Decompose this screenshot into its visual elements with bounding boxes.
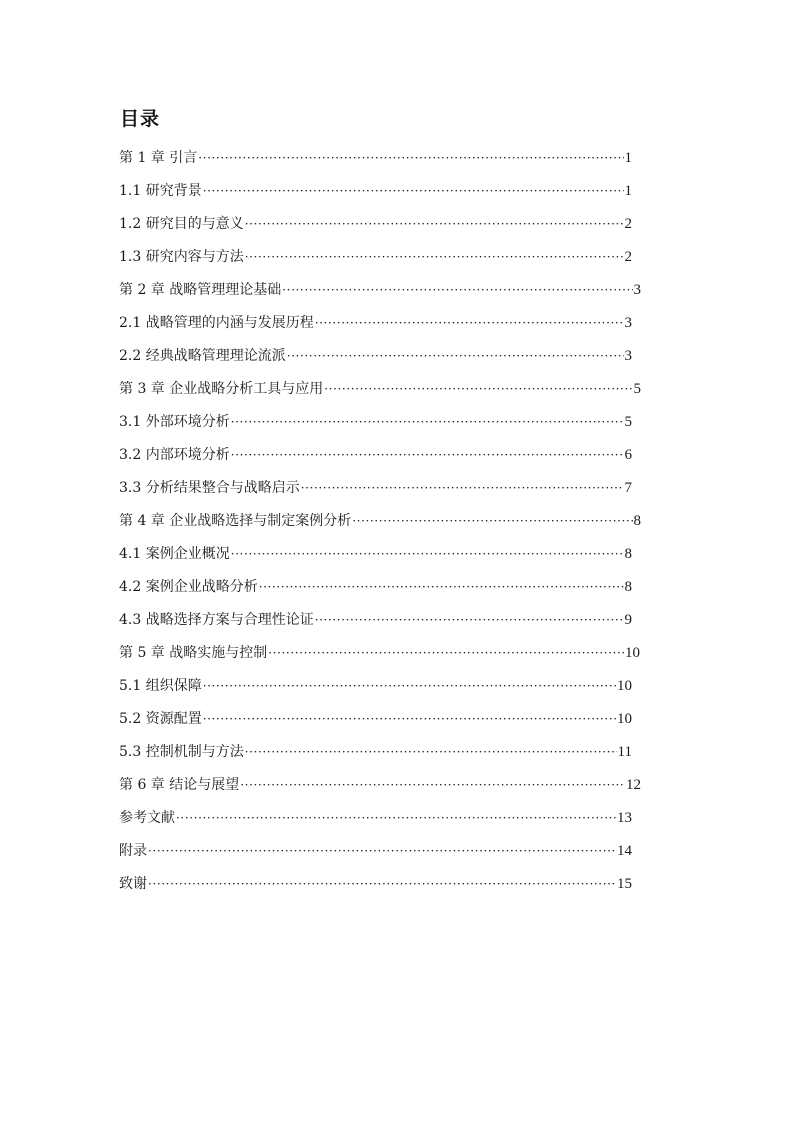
toc-entry-section-1-1[interactable] — [119, 180, 632, 213]
toc-entry-chapter-6[interactable] — [119, 774, 641, 807]
toc-entry-label: 1.3 研究内容与方法 — [119, 249, 244, 265]
toc-entry-chapter-5[interactable] — [119, 642, 640, 675]
dot-leader — [315, 312, 624, 334]
toc-page-number: 2 — [624, 249, 632, 265]
dot-leader — [231, 411, 624, 433]
toc-entry-label: 第 2 章 战略管理理论基础 — [119, 282, 282, 298]
toc-entry-label: 5.1 组织保障 — [119, 678, 202, 694]
toc-page-number: 12 — [626, 777, 641, 793]
toc-page-number: 10 — [617, 711, 632, 727]
dot-leader — [352, 510, 632, 532]
toc-entry-label: 2.1 战略管理的内涵与发展历程 — [119, 315, 314, 331]
toc-page-number: 11 — [617, 744, 632, 760]
toc-page-number: 3 — [624, 348, 632, 364]
toc-page-number: 10 — [617, 678, 632, 694]
toc-page-number: 2 — [624, 216, 632, 232]
dot-leader — [301, 477, 624, 499]
toc-page-number: 5 — [633, 381, 641, 397]
toc-entry-section-1-3[interactable] — [119, 246, 632, 279]
dot-leader — [245, 246, 624, 268]
toc-page-number: 1 — [624, 150, 632, 166]
dot-leader — [245, 741, 617, 763]
dot-leader — [240, 774, 625, 796]
toc-entry-label: 第 4 章 企业战略选择与制定案例分析 — [119, 513, 352, 529]
dot-leader — [259, 576, 624, 598]
toc-entry-chapter-4[interactable] — [119, 510, 641, 543]
toc-entry-section-3-3[interactable] — [119, 477, 632, 510]
toc-entry-label: 1.2 研究目的与意义 — [119, 216, 244, 232]
toc-entry-section-4-1[interactable] — [119, 543, 632, 576]
toc-entry-label: 附录 — [119, 843, 147, 859]
toc-page-number: 5 — [624, 414, 632, 430]
dot-leader — [176, 807, 616, 829]
toc-page-number: 8 — [624, 579, 632, 595]
toc-entry-section-3-1[interactable] — [119, 411, 632, 444]
toc-entry-label: 2.2 经典战略管理理论流派 — [119, 348, 286, 364]
toc-entry-section-5-1[interactable] — [119, 675, 632, 708]
toc-entry-label: 5.2 资源配置 — [119, 711, 202, 727]
dot-leader — [315, 609, 624, 631]
toc-entry-label: 致谢 — [119, 876, 147, 892]
toc-page-number: 8 — [624, 546, 632, 562]
toc-entry-label: 3.2 内部环境分析 — [119, 447, 230, 463]
toc-entry-section-5-3[interactable] — [119, 741, 632, 774]
toc-entry-chapter-1[interactable] — [119, 147, 632, 180]
dot-leader — [148, 840, 616, 862]
toc-entry-section-2-1[interactable] — [119, 312, 632, 345]
toc-entry-section-4-2[interactable] — [119, 576, 632, 609]
toc-entry-label: 4.2 案例企业战略分析 — [119, 579, 258, 595]
dot-leader — [282, 279, 632, 301]
toc-entry-label: 5.3 控制机制与方法 — [119, 744, 244, 760]
toc-page-number: 6 — [624, 447, 632, 463]
toc-entry-chapter-3[interactable] — [119, 378, 641, 411]
toc-page-number: 3 — [633, 282, 641, 298]
toc-entry-label: 第 1 章 引言 — [119, 150, 198, 166]
toc-entry-section-4-3[interactable] — [119, 609, 632, 642]
dot-leader — [203, 180, 624, 202]
toc-entry-appendix[interactable] — [119, 840, 632, 873]
dot-leader — [324, 378, 632, 400]
dot-leader — [203, 708, 616, 730]
toc-page-number: 1 — [624, 183, 632, 199]
dot-leader — [198, 147, 623, 169]
dot-leader — [245, 213, 624, 235]
toc-entry-section-5-2[interactable] — [119, 708, 632, 741]
table-of-contents — [119, 147, 649, 906]
dot-leader — [268, 642, 624, 664]
toc-entry-label: 1.1 研究背景 — [119, 183, 202, 199]
toc-page-number: 10 — [625, 645, 640, 661]
toc-page-number: 14 — [617, 843, 632, 859]
toc-page-number: 13 — [617, 810, 632, 826]
toc-entry-label: 3.1 外部环境分析 — [119, 414, 230, 430]
toc-entry-label: 4.1 案例企业概况 — [119, 546, 230, 562]
toc-entry-label: 4.3 战略选择方案与合理性论证 — [119, 612, 314, 628]
toc-entry-label: 参考文献 — [119, 810, 175, 826]
toc-entry-acknowledgements[interactable] — [119, 873, 632, 906]
toc-entry-label: 第 3 章 企业战略分析工具与应用 — [119, 381, 324, 397]
toc-entry-section-3-2[interactable] — [119, 444, 632, 477]
toc-page-number: 15 — [617, 876, 632, 892]
toc-entry-label: 第 6 章 结论与展望 — [119, 777, 240, 793]
dot-leader — [231, 543, 624, 565]
dot-leader — [287, 345, 624, 367]
toc-entry-section-1-2[interactable] — [119, 213, 632, 246]
toc-entry-section-2-2[interactable] — [119, 345, 632, 378]
toc-page-number: 9 — [624, 612, 632, 628]
dot-leader — [231, 444, 624, 466]
toc-page-number: 8 — [633, 513, 641, 529]
toc-title: 目录 — [120, 108, 161, 130]
toc-page-number: 7 — [624, 480, 632, 496]
dot-leader — [203, 675, 616, 697]
toc-entry-label: 第 5 章 战略实施与控制 — [119, 645, 268, 661]
dot-leader — [148, 873, 616, 895]
toc-page-number: 3 — [624, 315, 632, 331]
toc-entry-label: 3.3 分析结果整合与战略启示 — [119, 480, 300, 496]
toc-entry-chapter-2[interactable] — [119, 279, 641, 312]
toc-entry-references[interactable] — [119, 807, 632, 840]
